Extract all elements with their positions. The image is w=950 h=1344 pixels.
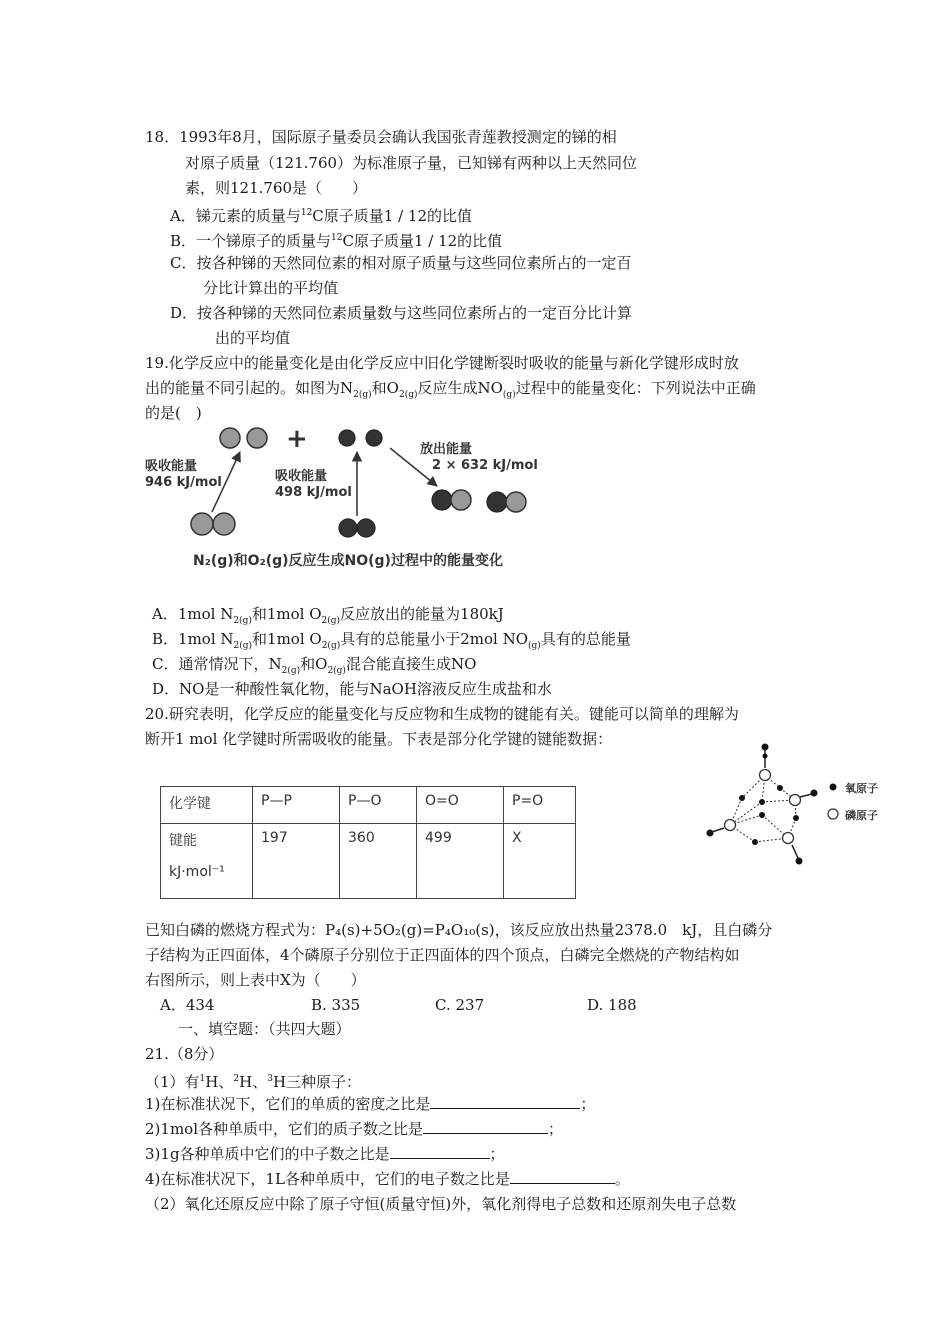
absorb-value-2: 498 kJ/mol — [275, 485, 352, 500]
o2-molecule — [339, 519, 375, 537]
answer-blank[interactable] — [430, 1094, 580, 1109]
table-cell: 499 — [417, 824, 504, 899]
n-atoms-top — [220, 428, 267, 448]
no-molecule-1 — [432, 490, 471, 510]
q18-option-b: B．一个锑原子的质量与$^{12}$C原子质量1 / 12的比值 — [170, 232, 503, 250]
q18-line2: 对原子质量（121.760）为标准原子量，已知锑有两种以上天然同位 — [185, 154, 638, 172]
oxygen-legend-label: 氧原子 — [845, 782, 878, 795]
n2-molecule — [191, 513, 235, 535]
answer-blank[interactable] — [423, 1119, 548, 1134]
q20-stem-line2: 子结构为正四面体，4个磷原子分别位于正四面体的四个顶点，白磷完全燃烧的产物结构如 — [145, 946, 740, 964]
q18-line3: 素，则121.760是（ ） — [185, 179, 368, 197]
q18-option-c-cont: 分比计算出的平均值 — [203, 279, 339, 297]
oxygen-atoms — [707, 744, 818, 865]
figure-caption: N₂(g)和O₂(g)反应生成NO(g)过程中的能量变化 — [193, 553, 503, 569]
q20-option-c: C. 237 — [435, 996, 485, 1014]
q19-option-b: B．1mol $N_{2(g)}$和1mol $O_{2(g)}$具有的总能量小于2mol $NO_{(g)}$具有的总能量 — [152, 630, 631, 651]
table-cell: X — [504, 824, 576, 899]
q21-item3: 3)1g各种单质中它们的中子数之比是 ； — [145, 1145, 505, 1163]
answer-blank[interactable] — [510, 1169, 615, 1184]
table-header-cell: P=O — [504, 787, 576, 824]
q19-option-d: D．NO是一种酸性氧化物，能与NaOH溶液反应生成盐和水 — [152, 680, 552, 698]
table-cell: 197 — [253, 824, 340, 899]
q19-line2: 出的能量不同引起的。如图为$N_{2(g)}$和$O_{2(g)}$反应生成$NO_{(g)}$过程中的能量变化：下列说法中正确 — [145, 379, 756, 400]
table-cell: 360 — [340, 824, 417, 899]
answer-blank[interactable] — [390, 1144, 490, 1159]
release-label: 放出能量 — [420, 442, 473, 457]
absorb-value-1: 946 kJ/mol — [145, 475, 222, 490]
table-header-row — [161, 787, 576, 824]
q21-item1: 1)在标准状况下，它们的单质的密度之比是 ； — [145, 1095, 596, 1113]
absorb-label-2: 吸收能量 — [275, 469, 328, 484]
absorb-label-1: 吸收能量 — [145, 459, 198, 474]
q21-part1: （1）有$^1$H、$^2$H、$^3$H三种原子： — [145, 1073, 362, 1091]
q18-option-c: C．按各种锑的天然同位素的相对原子质量与这些同位素所占的一定百 — [170, 254, 632, 272]
table-row — [161, 824, 576, 899]
q20-option-d: D. 188 — [587, 996, 637, 1014]
q20-option-a: A．434 — [160, 996, 215, 1014]
q21-item2: 2)1mol各种单质中，它们的质子数之比是 ； — [145, 1120, 564, 1138]
q21-part2: （2）氧化还原反应中除了原子守恒(质量守恒)外，氧化剂得电子总数和还原剂失电子总数 — [145, 1195, 737, 1213]
q18-option-a: A．锑元素的质量与$^{12}$C原子质量1 / 12的比值 — [170, 207, 472, 225]
table-header-cell: P—O — [340, 787, 417, 824]
q20-stem-line3: 右图所示，则上表中X为（ ） — [145, 971, 366, 989]
release-value: 2 × 632 kJ/mol — [432, 458, 538, 473]
oxygen-legend-icon — [826, 780, 840, 794]
q21-item4: 4)在标准状况下，1L各种单质中，它们的电子数之比是 。 — [145, 1170, 630, 1188]
plus-sign: + — [286, 424, 308, 454]
section-title: 一、填空题：（共四大题） — [178, 1020, 351, 1038]
q20-option-b: B. 335 — [311, 996, 361, 1014]
q21-heading: 21.（8分） — [145, 1045, 224, 1063]
p4o10-structure — [700, 740, 830, 880]
table-header-cell: 化学键 — [161, 787, 253, 824]
q19-option-a: A．1mol $N_{2(g)}$和1mol $O_{2(g)}$反应放出的能量为180kJ — [152, 605, 504, 626]
q20-stem-line1: 已知白磷的燃烧方程式为：P₄(s)+5O₂(g)=P₄O₁₀(s)，该反应放出热量2378.0 kJ，且白磷分 — [145, 921, 773, 939]
phosphorus-legend-label: 磷原子 — [845, 809, 878, 822]
no-molecule-2 — [487, 492, 526, 512]
q18-option-d: D．按各种锑的天然同位素质量数与这些同位素所占的一定百分比计算 — [170, 304, 633, 322]
table-header-cell: P—P — [253, 787, 340, 824]
table-row-label: 键能 kJ·mol⁻¹ — [161, 824, 253, 899]
q19-line1: 19.化学反应中的能量变化是由化学反应中旧化学键断裂时吸收的能量与新化学键形成时放 — [145, 354, 739, 372]
q20-line2: 断开1 mol 化学键时所需吸收的能量。下表是部分化学键的键能数据： — [145, 730, 613, 748]
q20-line1: 20.研究表明，化学反应的能量变化与反应物和生成物的键能有关。键能可以简单的理解为 — [145, 705, 739, 723]
table-header-cell: O=O — [417, 787, 504, 824]
bond-energy-table — [160, 786, 576, 899]
o-atoms-top — [339, 430, 382, 446]
q19-option-c: C．通常情况下，$N_{2(g)}$和$O_{2(g)}$混合能直接生成NO — [152, 655, 477, 676]
phosphorus-atoms — [725, 770, 801, 844]
phosphorus-legend-icon — [826, 807, 840, 821]
q19-line3: 的是( ) — [145, 404, 202, 422]
q18-option-d-cont: 出的平均值 — [215, 329, 291, 347]
q18-line1: 18．1993年8月，国际原子量委员会确认我国张青莲教授测定的锑的相 — [145, 128, 617, 146]
